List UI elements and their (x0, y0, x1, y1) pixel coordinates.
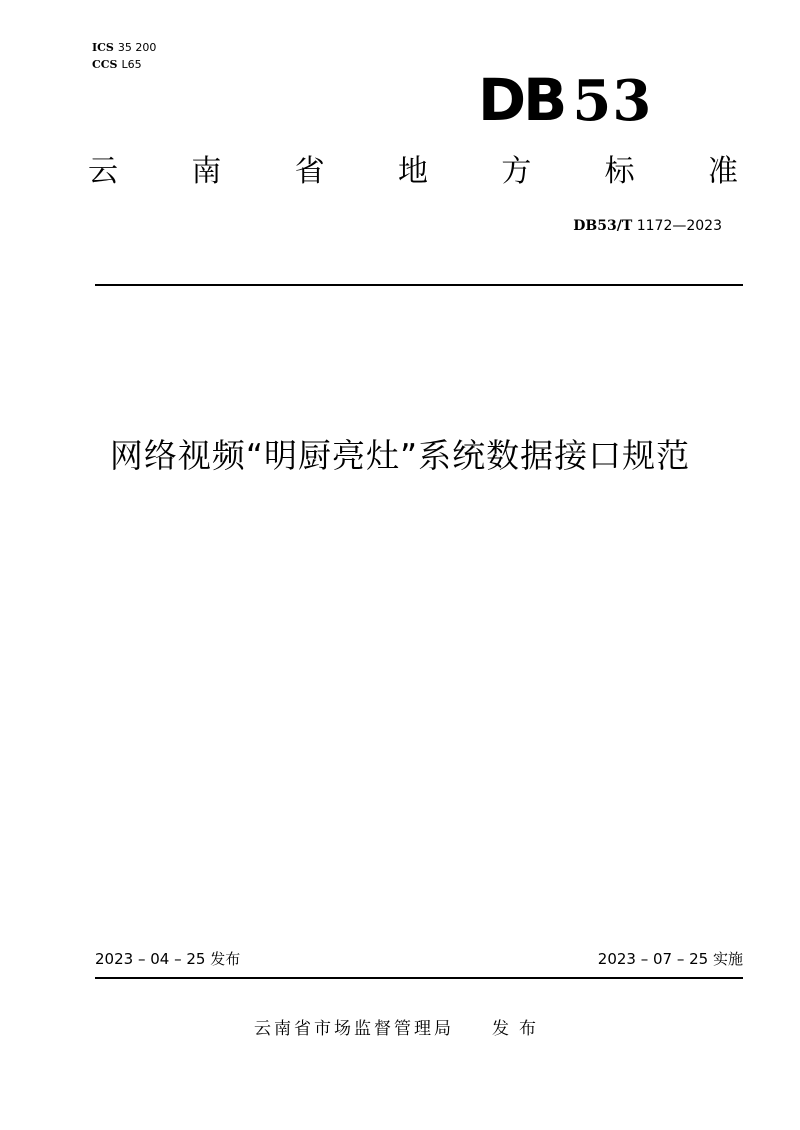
publisher-action: 发布 (492, 1019, 546, 1039)
standard-type-char: 云 (88, 154, 118, 189)
standard-number-year: 2023 (686, 218, 722, 234)
document-title: 网络视频“明厨亮灶”系统数据接口规范 (109, 436, 691, 475)
bottom-divider (95, 977, 743, 979)
dates-row (95, 948, 743, 970)
logo-letters: DB (478, 66, 565, 134)
standard-number-separator: — (672, 218, 687, 234)
standard-type-char: 方 (501, 154, 532, 189)
top-divider (95, 284, 743, 286)
standard-type-char: 标 (604, 154, 635, 189)
ccs-label: CCS (92, 58, 118, 71)
issue-date: 2023 – 04 – 25 发布 (95, 950, 241, 968)
standard-number-prefix: DB53/T (573, 218, 633, 234)
standard-type-char: 省 (294, 154, 325, 189)
ccs-value: L65 (121, 58, 142, 71)
standard-type-heading (88, 152, 738, 192)
publisher-organization: 云南省市场监督管理局 (254, 1019, 454, 1039)
ics-value: 35 200 (117, 41, 157, 54)
classification-codes (92, 39, 156, 73)
standard-number-value: 1172 (636, 218, 673, 234)
standard-number (573, 218, 722, 234)
standard-type-char: 南 (191, 154, 222, 189)
ics-label: ICS (92, 41, 114, 54)
db53-logo (478, 66, 653, 134)
logo-number: 53 (572, 68, 653, 134)
standard-type-char: 地 (397, 154, 428, 189)
ics-code (92, 39, 156, 56)
standard-type-char: 准 (707, 154, 738, 189)
effective-date: 2023 – 07 – 25 实施 (597, 950, 743, 968)
publisher-line (0, 1017, 800, 1041)
ccs-code (92, 56, 156, 73)
